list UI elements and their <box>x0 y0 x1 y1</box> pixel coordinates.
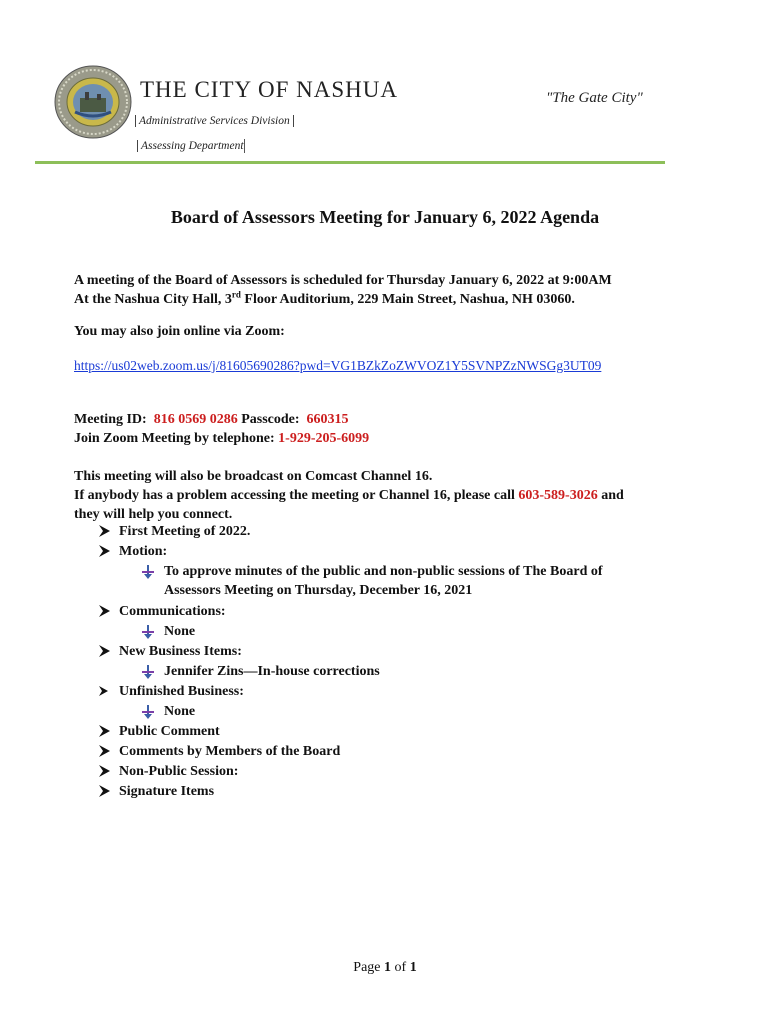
agenda-item-label: Unfinished Business: <box>119 684 244 699</box>
page-label: Page <box>353 960 381 975</box>
arrow-bullet-icon <box>96 762 114 780</box>
page-footer <box>0 960 770 976</box>
phone-value: 1-929-205-6099 <box>278 431 370 446</box>
agenda-item-label: Public Comment <box>119 724 220 739</box>
arrow-bullet-icon <box>96 682 114 700</box>
city-seal-icon <box>53 64 133 140</box>
agenda-item-signature-items <box>96 782 603 802</box>
document-title: Board of Assessors Meeting for January 6, 2022 Agenda <box>170 207 600 227</box>
agenda-item-label: Comments by Members of the Board <box>119 744 341 759</box>
arrow-bullet-icon <box>96 542 114 560</box>
down-arrow-bullet-icon <box>141 565 155 579</box>
intro-line-2 <box>74 290 612 309</box>
broadcast-line-2-end: and <box>601 488 624 503</box>
zoom-link[interactable]: https://us02web.zoom.us/j/81605690286?pwd=VG1BZkZoZWVOZ1Y5SVNPZzNWSGg3UT09 <box>74 358 602 373</box>
arrow-bullet-icon <box>96 522 114 540</box>
agenda-item-label: New Business Items: <box>119 644 242 659</box>
agenda-item-communications <box>96 602 603 622</box>
passcode-label: Passcode: <box>241 412 300 427</box>
agenda-subitem-motion <box>96 562 603 602</box>
agenda-item-label: Communications: <box>119 604 226 619</box>
agenda-subitem-communications <box>96 622 603 642</box>
broadcast-line-2-start: If anybody has a problem accessing the meeting or Channel 16, please call <box>74 488 515 503</box>
agenda-item-first-meeting <box>96 522 603 542</box>
broadcast-info <box>74 467 694 524</box>
down-arrow-bullet-icon <box>141 705 155 719</box>
agenda-item-board-comments <box>96 742 603 762</box>
meeting-intro <box>74 271 612 309</box>
broadcast-phone: 603-589-3026 <box>518 488 598 503</box>
agenda-item-public-comment <box>96 722 603 742</box>
arrow-bullet-icon <box>96 722 114 740</box>
subitem-text: Jennifer Zins—In-house corrections <box>164 664 380 679</box>
phone-line <box>74 429 369 448</box>
ordinal-suffix: rd <box>231 289 241 300</box>
intro-line-2-end: Floor Auditorium, 229 Main Street, Nashua, NH 03060. <box>240 292 575 307</box>
agenda-item-label: First Meeting of 2022. <box>119 524 251 539</box>
arrow-bullet-icon <box>96 642 114 660</box>
subitem-text: None <box>164 624 196 639</box>
zoom-join-text: You may also join online via Zoom: <box>74 324 285 339</box>
meeting-id-line <box>74 410 369 429</box>
arrow-bullet-icon <box>96 602 114 620</box>
agenda-item-unfinished-business <box>96 682 603 702</box>
meeting-id-value: 816 0569 0286 <box>153 412 238 427</box>
meeting-id-label: Meeting ID: <box>74 412 147 427</box>
broadcast-line-1: This meeting will also be broadcast on Comcast Channel 16. <box>74 469 433 484</box>
agenda-subitem-new-business <box>96 662 603 682</box>
subitem-text-line-1: To approve minutes of the public and non-public sessions of The Board of <box>164 564 603 579</box>
subitem-text-line-2: Assessors Meeting on Thursday, December 16, 2021 <box>164 583 473 598</box>
down-arrow-bullet-icon <box>141 665 155 679</box>
agenda-item-motion <box>96 542 603 562</box>
page-number: 1 <box>384 960 392 975</box>
of-label: of <box>394 960 407 975</box>
city-name: THE CITY OF NASHUA <box>140 77 399 102</box>
department-divider <box>244 139 245 153</box>
agenda-item-new-business <box>96 642 603 662</box>
intro-line-1: A meeting of the Board of Assessors is scheduled for Thursday January 6, 2022 at 9:00AM <box>74 273 612 288</box>
letterhead-rule <box>35 161 665 164</box>
passcode-value: 660315 <box>306 412 349 427</box>
agenda-item-label: Motion: <box>119 544 168 559</box>
broadcast-line-2 <box>74 486 694 505</box>
department-name: Assessing Department <box>137 140 244 152</box>
agenda-item-non-public-session <box>96 762 603 782</box>
arrow-bullet-icon <box>96 782 114 800</box>
broadcast-line-3: they will help you connect. <box>74 507 233 522</box>
agenda-list <box>96 522 603 802</box>
page-total: 1 <box>409 960 417 975</box>
down-arrow-bullet-icon <box>141 625 155 639</box>
agenda-item-label: Non-Public Session: <box>119 764 239 779</box>
agenda-item-label: Signature Items <box>119 784 215 799</box>
agenda-subitem-unfinished-business <box>96 702 603 722</box>
division-name: Administrative Services Division <box>135 115 294 127</box>
phone-label: Join Zoom Meeting by telephone: <box>74 431 275 446</box>
subitem-text: None <box>164 704 196 719</box>
zoom-details <box>74 410 369 448</box>
intro-line-2-start: At the Nashua City Hall, 3 <box>74 292 232 307</box>
city-motto: "The Gate City" <box>546 90 643 106</box>
arrow-bullet-icon <box>96 742 114 760</box>
